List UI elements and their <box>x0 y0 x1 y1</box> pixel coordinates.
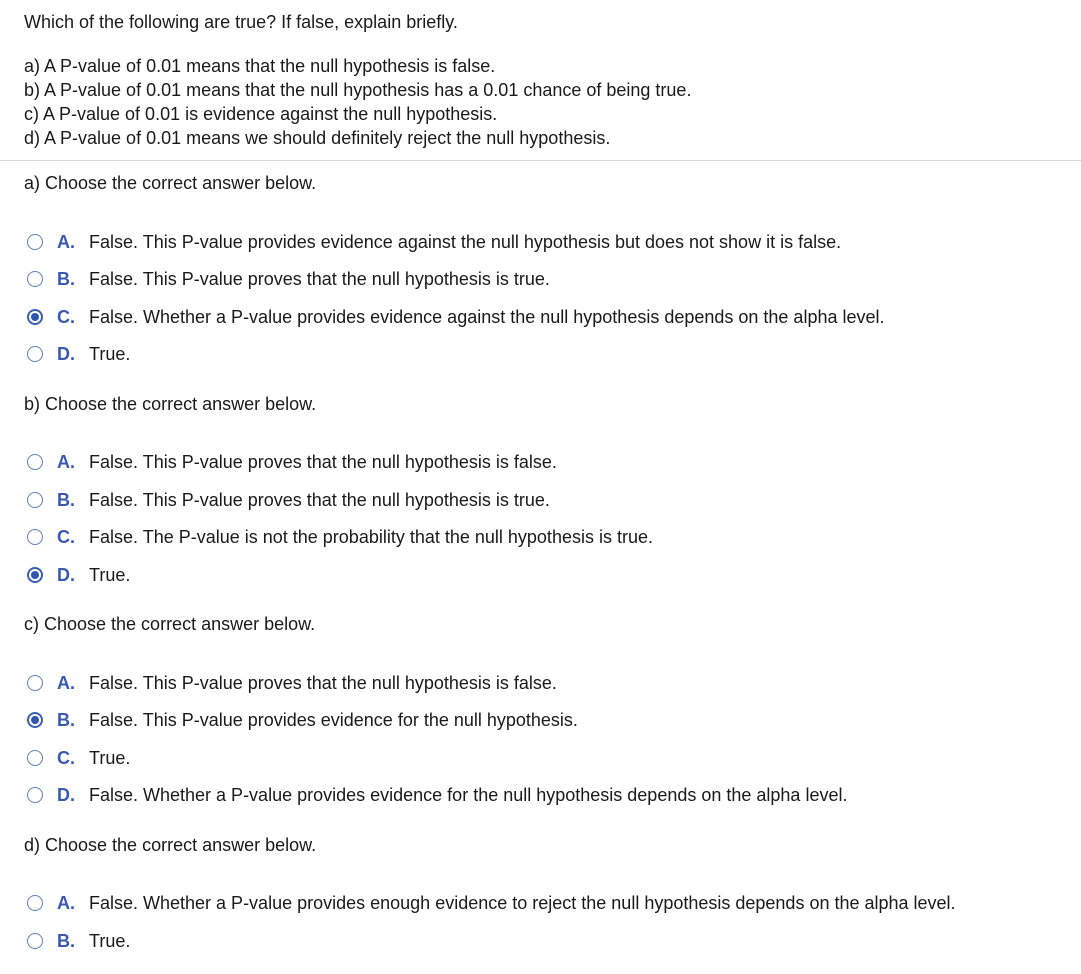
radio-button-selected-icon[interactable] <box>27 309 43 325</box>
statement-list <box>24 54 691 150</box>
part-b-option-d[interactable] <box>27 563 130 587</box>
option-letter: D. <box>57 564 75 585</box>
radio-button-icon[interactable] <box>27 750 43 766</box>
part-b-label: b) Choose the correct answer below. <box>24 394 317 414</box>
part-d-option-b[interactable] <box>27 929 130 953</box>
radio-button-icon[interactable] <box>27 271 43 287</box>
option-text: True. <box>89 564 131 585</box>
option-letter: A. <box>57 451 75 472</box>
question-prompt: Which of the following are true? If false, explain briefly. <box>24 12 458 32</box>
option-text: False. This P-value provides evidence against the null hypothesis but does not show it is false. <box>89 231 842 252</box>
part-c-option-a[interactable] <box>27 671 557 695</box>
part-a-option-d[interactable] <box>27 342 130 366</box>
part-c-option-c[interactable] <box>27 746 130 770</box>
option-text: False. Whether a P-value provides evidence for the null hypothesis depends on the alpha level. <box>89 784 848 805</box>
option-letter: D. <box>57 784 75 805</box>
option-letter: A. <box>57 231 75 252</box>
part-a-option-c[interactable] <box>27 305 885 329</box>
statement-c: c) A P-value of 0.01 is evidence against the null hypothesis. <box>24 104 498 124</box>
radio-button-icon[interactable] <box>27 933 43 949</box>
part-b-option-b[interactable] <box>27 488 550 512</box>
radio-button-icon[interactable] <box>27 895 43 911</box>
statement-d: d) A P-value of 0.01 means we should definitely reject the null hypothesis. <box>24 128 611 148</box>
option-text: False. The P-value is not the probability that the null hypothesis is true. <box>89 526 653 547</box>
option-letter: A. <box>57 672 75 693</box>
radio-button-icon[interactable] <box>27 346 43 362</box>
part-d-label: d) Choose the correct answer below. <box>24 835 317 855</box>
option-letter: C. <box>57 526 75 547</box>
part-c-option-b[interactable] <box>27 708 578 732</box>
part-a-option-b[interactable] <box>27 267 550 291</box>
option-letter: D. <box>57 343 75 364</box>
radio-button-icon[interactable] <box>27 454 43 470</box>
radio-button-icon[interactable] <box>27 787 43 803</box>
radio-button-selected-icon[interactable] <box>27 567 43 583</box>
option-letter: B. <box>57 709 75 730</box>
part-a-option-a[interactable] <box>27 230 841 254</box>
option-text: True. <box>89 343 131 364</box>
option-letter: B. <box>57 268 75 289</box>
option-letter: A. <box>57 892 75 913</box>
part-c-option-d[interactable] <box>27 783 847 807</box>
part-d-option-a[interactable] <box>27 891 956 915</box>
option-text: True. <box>89 747 131 768</box>
part-b-option-a[interactable] <box>27 450 557 474</box>
option-letter: C. <box>57 747 75 768</box>
radio-button-icon[interactable] <box>27 492 43 508</box>
section-divider <box>0 160 1081 161</box>
option-text: True. <box>89 930 131 951</box>
statement-b: b) A P-value of 0.01 means that the null hypothesis has a 0.01 chance of being true. <box>24 80 692 100</box>
radio-button-selected-icon[interactable] <box>27 712 43 728</box>
part-a-label: a) Choose the correct answer below. <box>24 173 317 193</box>
option-letter: C. <box>57 306 75 327</box>
part-c-label: c) Choose the correct answer below. <box>24 614 316 634</box>
option-text: False. Whether a P-value provides enough evidence to reject the null hypothesis depends on the alpha level. <box>89 892 956 913</box>
radio-button-icon[interactable] <box>27 234 43 250</box>
option-text: False. This P-value proves that the null hypothesis is true. <box>89 489 550 510</box>
option-text: False. This P-value proves that the null hypothesis is false. <box>89 672 557 693</box>
radio-button-icon[interactable] <box>27 675 43 691</box>
option-text: False. This P-value provides evidence for the null hypothesis. <box>89 709 578 730</box>
option-letter: B. <box>57 489 75 510</box>
option-letter: B. <box>57 930 75 951</box>
option-text: False. This P-value proves that the null hypothesis is false. <box>89 451 557 472</box>
option-text: False. This P-value proves that the null hypothesis is true. <box>89 268 550 289</box>
part-b-option-c[interactable] <box>27 525 653 549</box>
option-text: False. Whether a P-value provides evidence against the null hypothesis depends on the alpha level. <box>89 306 885 327</box>
radio-button-icon[interactable] <box>27 529 43 545</box>
statement-a: a) A P-value of 0.01 means that the null hypothesis is false. <box>24 56 496 76</box>
